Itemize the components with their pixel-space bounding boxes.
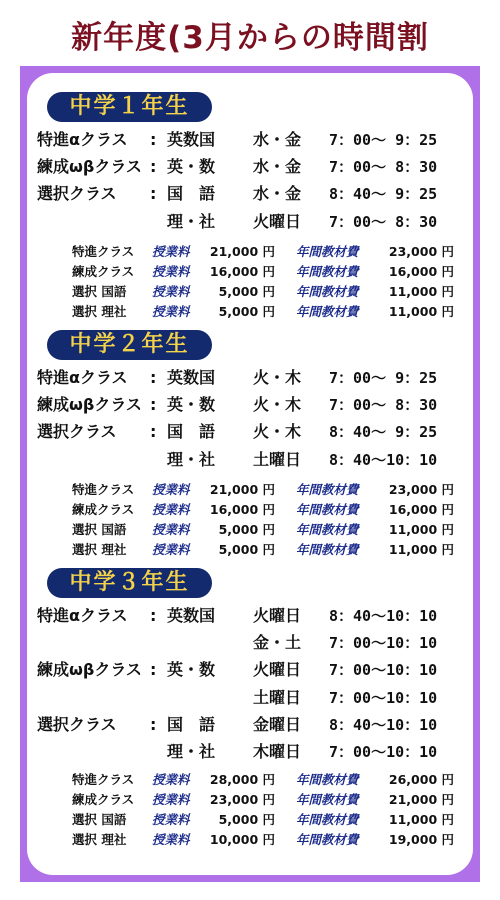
subject: 英・数 bbox=[167, 157, 216, 176]
schedule-row bbox=[27, 392, 473, 418]
fee-row bbox=[27, 830, 473, 850]
tuition-label: 授業料 bbox=[152, 264, 190, 279]
tuition-value: 10,000 円 bbox=[209, 832, 275, 847]
fee-row bbox=[27, 480, 473, 500]
material-value: 16,000 円 bbox=[388, 502, 454, 517]
fee-row bbox=[27, 790, 473, 810]
day: 土曜日 bbox=[253, 688, 302, 707]
fee-row bbox=[27, 302, 473, 322]
colon: : bbox=[150, 660, 157, 679]
fee-row bbox=[27, 810, 473, 830]
time: 8：40～10：10 bbox=[329, 607, 438, 625]
tuition-value: 5,000 円 bbox=[218, 542, 275, 557]
time: 7：00～10：10 bbox=[329, 743, 438, 761]
material-value: 16,000 円 bbox=[388, 264, 454, 279]
colon: : bbox=[150, 157, 157, 176]
time: 7：00～10：10 bbox=[329, 661, 438, 679]
schedule-row bbox=[27, 209, 473, 235]
fee-row bbox=[27, 540, 473, 560]
colon: : bbox=[150, 422, 157, 441]
colon: : bbox=[150, 606, 157, 625]
fee-row bbox=[27, 500, 473, 520]
tuition-label: 授業料 bbox=[152, 244, 190, 259]
class-name: 選択クラス bbox=[37, 715, 117, 734]
tuition-label: 授業料 bbox=[152, 542, 190, 557]
day: 金・土 bbox=[253, 633, 302, 652]
tuition-value: 28,000 円 bbox=[209, 772, 275, 787]
material-label: 年間教材費 bbox=[296, 522, 359, 537]
fee-row bbox=[27, 242, 473, 262]
material-value: 11,000 円 bbox=[388, 284, 454, 299]
schedule-row bbox=[27, 181, 473, 207]
time: 8：40～ 9：25 bbox=[329, 423, 438, 441]
day: 水・金 bbox=[253, 184, 302, 203]
schedule-row bbox=[27, 603, 473, 629]
material-label: 年間教材費 bbox=[296, 792, 359, 807]
class-name: 練成ωβクラス bbox=[37, 660, 142, 679]
tuition-value: 5,000 円 bbox=[218, 812, 275, 827]
material-label: 年間教材費 bbox=[296, 542, 359, 557]
fee-row bbox=[27, 262, 473, 282]
tuition-label: 授業料 bbox=[152, 304, 190, 319]
material-value: 11,000 円 bbox=[388, 812, 454, 827]
day: 木曜日 bbox=[253, 742, 302, 761]
tuition-value: 21,000 円 bbox=[209, 244, 275, 259]
tuition-value: 16,000 円 bbox=[209, 502, 275, 517]
tuition-value: 5,000 円 bbox=[218, 304, 275, 319]
tuition-label: 授業料 bbox=[152, 522, 190, 537]
fee-label: 練成クラス bbox=[72, 264, 135, 279]
tuition-value: 5,000 円 bbox=[218, 284, 275, 299]
material-value: 11,000 円 bbox=[388, 542, 454, 557]
fee-row bbox=[27, 770, 473, 790]
class-name: 練成ωβクラス bbox=[37, 157, 142, 176]
schedule-row bbox=[27, 365, 473, 391]
time: 8：40～ 9：25 bbox=[329, 185, 438, 203]
subject: 英・数 bbox=[167, 395, 216, 414]
fee-label: 選択 理社 bbox=[72, 304, 127, 319]
day: 火曜日 bbox=[253, 606, 302, 625]
class-name: 選択クラス bbox=[37, 184, 117, 203]
material-label: 年間教材費 bbox=[296, 772, 359, 787]
fee-label: 選択 理社 bbox=[72, 832, 127, 847]
fee-label: 選択 国語 bbox=[72, 284, 127, 299]
subject: 国 語 bbox=[167, 184, 216, 203]
material-value: 26,000 円 bbox=[388, 772, 454, 787]
day: 土曜日 bbox=[253, 450, 302, 469]
tuition-value: 5,000 円 bbox=[218, 522, 275, 537]
time: 8：40～10：10 bbox=[329, 451, 438, 469]
fee-row bbox=[27, 282, 473, 302]
subject: 理・社 bbox=[167, 212, 216, 231]
schedule-row bbox=[27, 712, 473, 738]
tuition-label: 授業料 bbox=[152, 284, 190, 299]
schedule-row bbox=[27, 127, 473, 153]
tuition-label: 授業料 bbox=[152, 482, 190, 497]
time: 8：40～10：10 bbox=[329, 716, 438, 734]
day: 火・木 bbox=[253, 422, 302, 441]
time: 7：00～ 9：25 bbox=[329, 131, 438, 149]
schedule-row bbox=[27, 739, 473, 765]
material-label: 年間教材費 bbox=[296, 264, 359, 279]
material-label: 年間教材費 bbox=[296, 812, 359, 827]
day: 水・金 bbox=[253, 130, 302, 149]
tuition-label: 授業料 bbox=[152, 832, 190, 847]
colon: : bbox=[150, 715, 157, 734]
subject: 英数国 bbox=[167, 606, 216, 625]
page-title: 新年度(3月からの時間割 bbox=[71, 20, 429, 56]
schedule-row bbox=[27, 685, 473, 711]
schedule-row bbox=[27, 154, 473, 180]
material-value: 21,000 円 bbox=[388, 792, 454, 807]
material-label: 年間教材費 bbox=[296, 284, 359, 299]
grade-badge: 中学３年生 bbox=[47, 568, 212, 598]
colon: : bbox=[150, 368, 157, 387]
class-name: 特進αクラス bbox=[37, 130, 128, 149]
subject: 英・数 bbox=[167, 660, 216, 679]
subject: 理・社 bbox=[167, 742, 216, 761]
material-value: 23,000 円 bbox=[388, 482, 454, 497]
fee-label: 練成クラス bbox=[72, 792, 135, 807]
tuition-value: 21,000 円 bbox=[209, 482, 275, 497]
day: 火曜日 bbox=[253, 660, 302, 679]
material-label: 年間教材費 bbox=[296, 244, 359, 259]
schedule-row bbox=[27, 630, 473, 656]
fee-row bbox=[27, 520, 473, 540]
colon: : bbox=[150, 130, 157, 149]
fee-label: 特進クラス bbox=[72, 244, 135, 259]
schedule-row bbox=[27, 657, 473, 683]
subject: 国 語 bbox=[167, 715, 216, 734]
tuition-label: 授業料 bbox=[152, 772, 190, 787]
class-name: 練成ωβクラス bbox=[37, 395, 142, 414]
time: 7：00～10：10 bbox=[329, 689, 438, 707]
fee-label: 練成クラス bbox=[72, 502, 135, 517]
day: 火・木 bbox=[253, 395, 302, 414]
time: 7：00～ 8：30 bbox=[329, 213, 438, 231]
time: 7：00～ 8：30 bbox=[329, 396, 438, 414]
day: 金曜日 bbox=[253, 715, 302, 734]
class-name: 特進αクラス bbox=[37, 368, 128, 387]
fee-label: 特進クラス bbox=[72, 482, 135, 497]
day: 水・金 bbox=[253, 157, 302, 176]
tuition-label: 授業料 bbox=[152, 792, 190, 807]
material-value: 11,000 円 bbox=[388, 304, 454, 319]
tuition-value: 16,000 円 bbox=[209, 264, 275, 279]
material-label: 年間教材費 bbox=[296, 502, 359, 517]
fee-label: 選択 国語 bbox=[72, 522, 127, 537]
class-name: 選択クラス bbox=[37, 422, 117, 441]
colon: : bbox=[150, 184, 157, 203]
schedule-row bbox=[27, 447, 473, 473]
timetable-panel bbox=[27, 73, 473, 875]
day: 火曜日 bbox=[253, 212, 302, 231]
fee-label: 選択 理社 bbox=[72, 542, 127, 557]
subject: 英数国 bbox=[167, 130, 216, 149]
schedule-row bbox=[27, 419, 473, 445]
colon: : bbox=[150, 395, 157, 414]
time: 7：00～10：10 bbox=[329, 634, 438, 652]
tuition-label: 授業料 bbox=[152, 502, 190, 517]
subject: 英数国 bbox=[167, 368, 216, 387]
day: 火・木 bbox=[253, 368, 302, 387]
tuition-label: 授業料 bbox=[152, 812, 190, 827]
material-label: 年間教材費 bbox=[296, 482, 359, 497]
grade-badge: 中学１年生 bbox=[47, 92, 212, 122]
fee-label: 特進クラス bbox=[72, 772, 135, 787]
material-value: 23,000 円 bbox=[388, 244, 454, 259]
material-label: 年間教材費 bbox=[296, 304, 359, 319]
time: 7：00～ 9：25 bbox=[329, 369, 438, 387]
subject: 理・社 bbox=[167, 450, 216, 469]
material-label: 年間教材費 bbox=[296, 832, 359, 847]
grade-badge: 中学２年生 bbox=[47, 330, 212, 360]
time: 7：00～ 8：30 bbox=[329, 158, 438, 176]
tuition-value: 23,000 円 bbox=[209, 792, 275, 807]
timetable-frame bbox=[20, 66, 480, 882]
class-name: 特進αクラス bbox=[37, 606, 128, 625]
fee-label: 選択 国語 bbox=[72, 812, 127, 827]
subject: 国 語 bbox=[167, 422, 216, 441]
material-value: 19,000 円 bbox=[388, 832, 454, 847]
material-value: 11,000 円 bbox=[388, 522, 454, 537]
